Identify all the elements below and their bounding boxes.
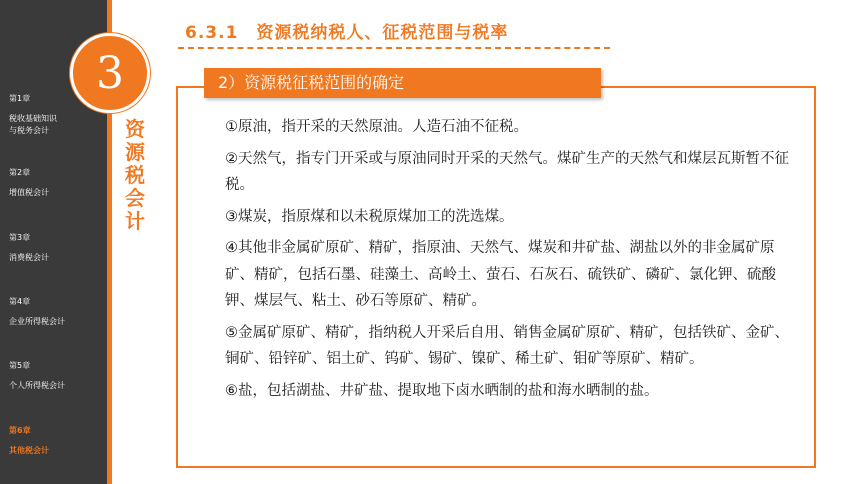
chapter-item-2[interactable]	[9, 167, 49, 199]
chapter-item-6[interactable]	[9, 425, 49, 457]
list-item: ②天然气，指专门开采或与原油同时开采的天然气。煤矿生产的天然气和煤层瓦斯暂不征税。	[225, 150, 789, 193]
section-number-badge: 3	[70, 33, 150, 113]
chapter-title: 增值税会计	[9, 188, 49, 197]
chapter-item-4[interactable]	[9, 296, 65, 328]
list-item: ①原油，指开采的天然原油。人造石油不征税。	[225, 119, 528, 135]
chapter-title: 其他税会计	[9, 446, 49, 455]
vertical-chapter-title: 资源税会计	[125, 117, 145, 233]
page-title: 6.3.1 资源税纳税人、征税范围与税率	[185, 23, 509, 43]
chapter-title: 税收基础知识 与税务会计	[9, 114, 57, 135]
chapter-number: 第4章	[9, 297, 31, 306]
chapter-number: 第5章	[9, 361, 31, 370]
content-list	[225, 114, 797, 409]
chapter-number: 第1章	[9, 94, 31, 103]
list-item: ④其他非金属矿原矿、精矿，指原油、天然气、煤炭和井矿盐、湖盐以外的非金属矿原矿、精矿，包括石墨、硅藻土、高岭土、萤石、石灰石、硫铁矿、磷矿、氯化钾、硫酸钾、煤层气、粘土、砂石等原矿、精矿。	[225, 240, 776, 309]
chapter-item-5[interactable]	[9, 360, 65, 392]
list-item: ⑤金属矿原矿、精矿，指纳税人开采后自用、销售金属矿原矿、精矿，包括铁矿、金矿、铜矿、铅锌矿、铝土矿、钨矿、锡矿、镍矿、稀土矿、钼矿等原矿、精矿。	[225, 324, 789, 367]
chapter-item-3[interactable]	[9, 232, 49, 264]
list-item: ⑥盐，包括湖盐、井矿盐、提取地下卤水晒制的盐和海水晒制的盐。	[225, 382, 659, 399]
list-item: ③煤炭，指原煤和以未税原煤加工的洗选煤。	[225, 208, 514, 225]
chapter-item-1[interactable]	[9, 93, 57, 137]
chapter-title: 消费税会计	[9, 253, 49, 262]
subheading-banner: 2）资源税征税范围的确定	[204, 68, 601, 98]
chapter-number: 第6章	[9, 426, 31, 435]
chapter-title: 企业所得税会计	[9, 317, 65, 326]
chapter-number: 第2章	[9, 168, 31, 177]
chapter-number: 第3章	[9, 233, 31, 242]
chapter-title: 个人所得税会计	[9, 381, 65, 390]
title-divider	[178, 47, 610, 49]
